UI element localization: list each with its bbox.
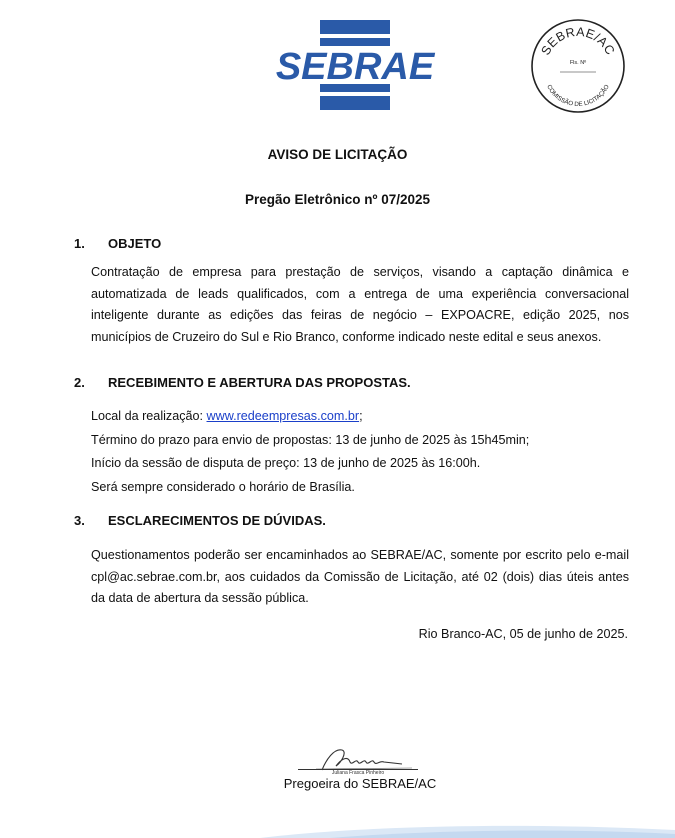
signer-role: Pregoeira do SEBRAE/AC xyxy=(283,776,437,791)
commission-stamp xyxy=(530,18,626,114)
location-line: Local da realização: www.redeempresas.com.br; xyxy=(91,409,363,423)
svg-text:COMISSÃO DE LICITAÇÃO xyxy=(545,83,611,108)
section-objeto-heading xyxy=(74,236,161,251)
sebrae-logo xyxy=(270,20,440,112)
section-title: RECEBIMENTO E ABERTURA DAS PROPOSTAS. xyxy=(108,375,411,390)
footer-wave-decoration xyxy=(0,820,675,838)
section-number: 3. xyxy=(74,513,85,528)
section-objeto-body: Contratação de empresa para prestação de serviços, visando a captação dinâmica e automatizada de leads qualificados, com a entrega de uma experiência conversacional inteligente durante as edições das feiras de negócio – EXPOACRE, edição 2025, nos municípios de Cruzeiro do Sul e Rio Branco, conforme indicado neste edital e seus anexos. xyxy=(91,265,629,344)
stamp-field-label: Fls. Nº xyxy=(569,60,587,66)
section-duvidas-heading xyxy=(74,513,326,528)
stamp-bottom-text: COMISSÃO DE LICITAÇÃO xyxy=(545,83,611,109)
location-link[interactable]: www.redeempresas.com.br xyxy=(206,409,360,423)
timezone-line: Será sempre considerado o horário de Brasília. xyxy=(91,479,355,494)
stamp-top-text: SEBRAE/AC xyxy=(538,24,618,58)
deadline-line: Término do prazo para envio de propostas: 13 de junho de 2025 às 15h45min; xyxy=(91,432,530,447)
section-number: 1. xyxy=(74,236,85,251)
section-title: ESCLARECIMENTOS DE DÚVIDAS. xyxy=(108,513,326,528)
signer-name: Juliana Frasca Pinheiro xyxy=(331,770,385,776)
logo-text: SEBRAE xyxy=(275,46,435,88)
section-title: OBJETO xyxy=(108,236,162,251)
section-propostas-body xyxy=(91,405,631,499)
document-title: AVISO DE LICITAÇÃO xyxy=(267,147,408,162)
session-line: Início da sessão de disputa de preço: 13 de junho de 2025 às 16:00h. xyxy=(91,456,481,470)
section-propostas-heading xyxy=(74,375,411,390)
section-duvidas-body: Questionamentos poderão ser encaminhados ao SEBRAE/AC, somente por escrito pelo e-mail cpl@ac.sebrae.com.br, aos cuidados da Comissão de Licitação, até 02 (dois) dias úteis antes da data de abertura da sessão pública. xyxy=(91,548,629,605)
section-number: 2. xyxy=(74,375,85,390)
document-subtitle: Pregão Eletrônico nº 07/2025 xyxy=(244,192,430,207)
dateline: Rio Branco-AC, 05 de junho de 2025. xyxy=(418,627,628,641)
